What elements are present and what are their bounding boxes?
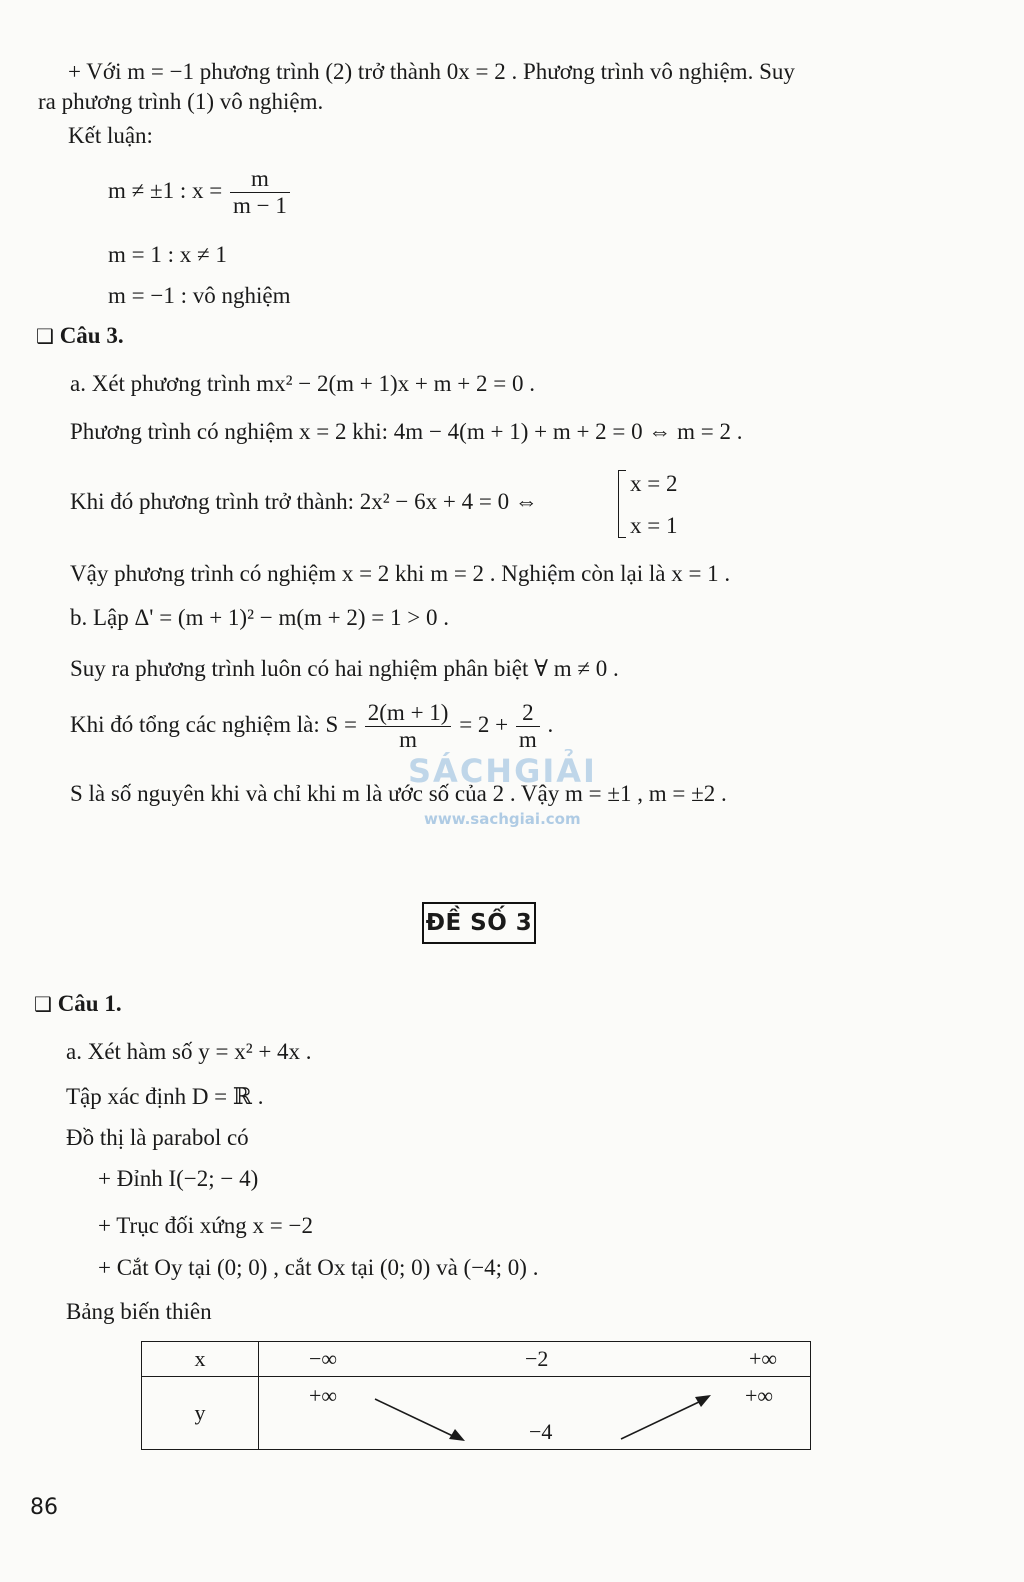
- fraction: [516, 700, 540, 753]
- period: .: [547, 711, 554, 737]
- checkbox-icon: ❑: [34, 992, 52, 1016]
- numerator: 2(m + 1): [367, 700, 449, 725]
- operator: = 2 +: [459, 711, 509, 737]
- text-line: Suy ra phương trình luôn có hai nghiệm phân biệt ∀ m ≠ 0 .: [70, 656, 619, 681]
- watermark-url: www.sachgiai.com: [424, 810, 581, 828]
- conclusion-case-2: m = 1 : x ≠ 1: [108, 242, 227, 267]
- y-values-cell: [259, 1377, 811, 1450]
- x-values-cell: [259, 1342, 811, 1377]
- question-label: Câu 3.: [59, 323, 124, 348]
- page-number: 86: [30, 1495, 58, 1520]
- fraction: [365, 700, 452, 753]
- numerator: m: [250, 166, 269, 191]
- bracket-icon: [618, 470, 626, 538]
- question-label: Câu 1.: [57, 991, 122, 1016]
- sum-formula: [70, 700, 553, 753]
- question-heading: [36, 322, 124, 350]
- table-row: [142, 1377, 811, 1450]
- solution-1: x = 2: [630, 471, 678, 496]
- text-line: Bảng biến thiên: [66, 1299, 212, 1324]
- increasing-arrow-line: [621, 1401, 701, 1439]
- arrows-svg: [259, 1377, 811, 1450]
- question-heading: [34, 990, 122, 1018]
- text-line: + Trục đối xứng x = −2: [98, 1213, 313, 1238]
- text-line: Kết luận:: [68, 123, 153, 148]
- arrow-up-icon: [695, 1395, 711, 1407]
- y-value: −4: [529, 1419, 553, 1444]
- x-value: −∞: [309, 1346, 338, 1371]
- fraction: [230, 166, 290, 219]
- variation-table: [141, 1341, 811, 1450]
- text-line: ra phương trình (1) vô nghiệm.: [38, 89, 324, 114]
- y-value: +∞: [309, 1383, 338, 1408]
- text-line: b. Lập Δ' = (m + 1)² − m(m + 2) = 1 > 0 .: [70, 605, 449, 630]
- solution-2: x = 1: [630, 513, 678, 538]
- text-line: + Với m = −1 phương trình (2) trở thành 0x = 2 . Phương trình vô nghiệm. Suy: [68, 59, 795, 84]
- text-line: a. Xét hàm số y = x² + 4x .: [66, 1039, 312, 1064]
- checkbox-icon: ❑: [36, 324, 54, 348]
- row-label-y: y: [142, 1377, 259, 1450]
- denominator: m: [516, 726, 540, 753]
- conclusion-case-1: [108, 166, 292, 219]
- text-line: Vậy phương trình có nghiệm x = 2 khi m = 2 . Nghiệm còn lại là x = 1 .: [70, 561, 731, 586]
- text-line: Tập xác định D = ℝ .: [66, 1084, 264, 1109]
- text-line: + Cắt Oy tại (0; 0) , cắt Ox tại (0; 0) và (−4; 0) .: [98, 1255, 539, 1280]
- decreasing-arrow-line: [375, 1399, 455, 1437]
- text-line: S là số nguyên khi và chỉ khi m là ước số của 2 . Vậy m = ±1 , m = ±2 .: [70, 781, 727, 806]
- x-value: +∞: [749, 1346, 778, 1371]
- case-1-label: m ≠ ±1 : x =: [108, 177, 223, 203]
- denominator: m − 1: [230, 192, 290, 219]
- denominator: m: [365, 726, 452, 753]
- text-line: Phương trình có nghiệm x = 2 khi: 4m − 4(m + 1) + m + 2 = 0 ⇔ m = 2 .: [70, 419, 743, 444]
- text-line: Đồ thị là parabol có: [66, 1125, 249, 1150]
- exam-title: ĐỀ SỐ 3: [422, 902, 536, 944]
- sum-label: Khi đó tổng các nghiệm là: S =: [70, 711, 358, 737]
- x-value: −2: [525, 1346, 549, 1371]
- row-label-x: x: [142, 1342, 259, 1377]
- text-line: Khi đó phương trình trở thành: 2x² − 6x + 4 = 0 ⇔: [70, 489, 538, 514]
- numerator: 2: [522, 700, 534, 725]
- conclusion-case-3: m = −1 : vô nghiệm: [108, 283, 291, 308]
- watermark-logo: SÁCHGIẢI: [408, 752, 597, 790]
- text-line: a. Xét phương trình mx² − 2(m + 1)x + m + 2 = 0 .: [70, 371, 535, 396]
- text-line: + Đỉnh I(−2; − 4): [98, 1166, 259, 1191]
- table-row: [142, 1342, 811, 1377]
- y-value: +∞: [745, 1383, 774, 1408]
